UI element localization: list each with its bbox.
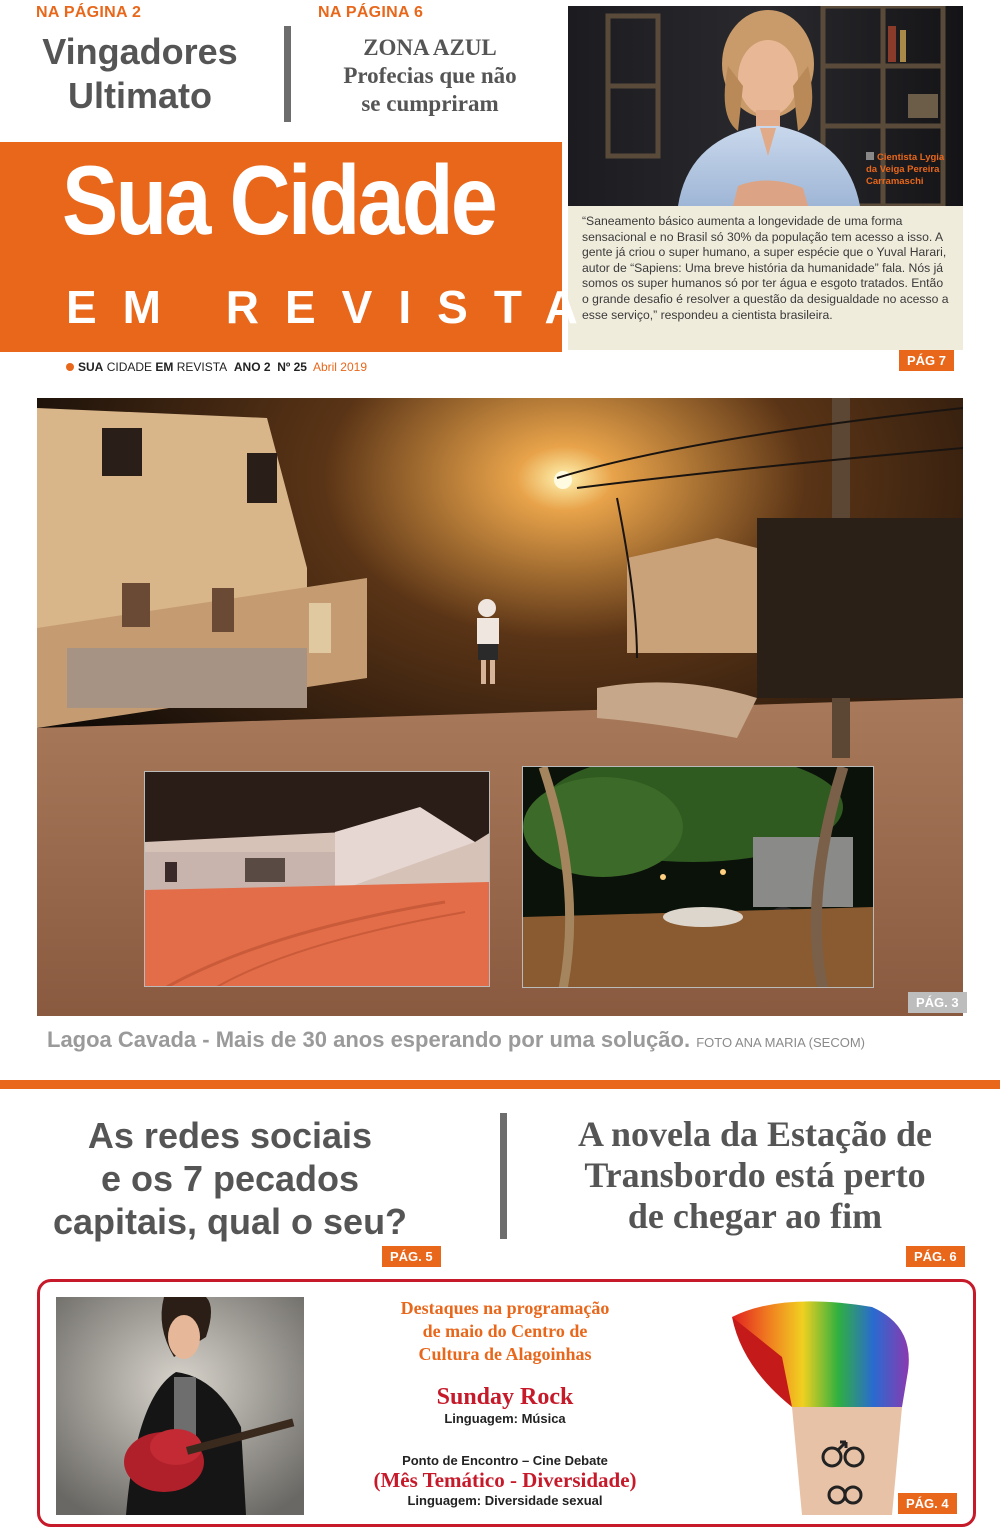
event1-language: Linguagem: Música xyxy=(444,1411,566,1426)
rainbow-fist-image xyxy=(702,1297,962,1515)
story-left-line2: e os 7 pecados xyxy=(100,1158,360,1199)
masthead-subtitle: EM REVISTA xyxy=(66,281,604,333)
inset-houses-image xyxy=(145,772,490,987)
event2-language: Linguagem: Diversidade sexual xyxy=(407,1493,603,1508)
portrait-caption xyxy=(866,152,962,188)
culture-heading xyxy=(320,1297,690,1366)
interview-quote: “Saneamento básico aumenta a longevidade de uma forma sensacional e no Brasil só 30% da população tem acesso a isso. A gente já criou o super humano, a super espécie que o Yuval Harari, autor de “Sapiens: Uma breve história da humanidade” fala. Nós já somos os super humanos só por ter água e esgoto tratados. Então o grande desafio é resolver a questão da desigualdade no acesso a esse serviço,” respondeu a cientista brasileira. xyxy=(568,206,963,350)
photo-caption xyxy=(47,1027,865,1053)
story-left-line3: capitais, qual o seu? xyxy=(52,1201,408,1242)
issue-year: ANO 2 xyxy=(233,360,271,374)
issue-brand-4: REVISTA xyxy=(176,360,228,374)
rock-guitarist-photo[interactable] xyxy=(56,1297,304,1515)
kicker-page-6: NA PÁGINA 6 xyxy=(318,4,424,21)
page-ref-6[interactable]: PÁG. 6 xyxy=(906,1246,965,1267)
issue-date: Abril 2019 xyxy=(312,360,368,374)
page-ref-5[interactable]: PÁG. 5 xyxy=(382,1246,441,1267)
issue-number: Nº 25 xyxy=(277,360,307,374)
photo-caption-text: Lagoa Cavada - Mais de 30 anos esperando por uma solução. xyxy=(47,1027,691,1052)
inset-trees-image xyxy=(523,767,874,988)
story-estacao-transbordo[interactable] xyxy=(540,1114,970,1237)
page-ref-4[interactable]: PÁG. 4 xyxy=(898,1493,957,1514)
culture-head-line3: Cultura de Alagoinhas xyxy=(418,1344,592,1364)
story-right-line1: A novela da Estação de xyxy=(577,1114,933,1154)
bullet-icon xyxy=(66,363,74,371)
event1-title: Sunday Rock xyxy=(436,1384,574,1410)
event-cine-debate[interactable] xyxy=(320,1453,690,1508)
teaser-vingadores[interactable] xyxy=(30,30,250,118)
culture-head-line1: Destaques na programação xyxy=(400,1298,610,1318)
story-right-line3: de chegar ao fim xyxy=(627,1196,883,1236)
teaser-divider xyxy=(284,26,291,122)
event-sunday-rock[interactable] xyxy=(320,1383,690,1426)
inset-photo-houses[interactable] xyxy=(144,771,490,987)
story-right-line2: Transbordo está perto xyxy=(584,1155,926,1195)
event2-title: (Mês Temático - Diversidade) xyxy=(373,1468,637,1492)
guitarist-image xyxy=(56,1297,304,1515)
caption-line2: da Veiga Pereira xyxy=(866,164,940,175)
issue-line xyxy=(66,360,367,374)
page-ref-7[interactable]: PÁG 7 xyxy=(899,350,954,371)
teaser-zona-azul-line1: ZONA AZUL xyxy=(363,35,497,60)
teaser-vingadores-line2: Ultimato xyxy=(68,75,212,116)
photo-credit: FOTO ANA MARIA (SECOM) xyxy=(696,1035,866,1050)
section-divider xyxy=(0,1080,1000,1089)
story-divider xyxy=(500,1113,507,1239)
issue-brand-1: SUA xyxy=(78,360,104,374)
event2-pre: Ponto de Encontro – Cine Debate xyxy=(402,1453,608,1468)
teaser-vingadores-line1: Vingadores xyxy=(42,31,238,72)
caption-square-icon xyxy=(866,152,874,160)
teaser-zona-azul[interactable] xyxy=(306,34,554,118)
teaser-zona-azul-line2: Profecias que não xyxy=(343,63,517,88)
issue-brand-2: CIDADE xyxy=(106,360,153,374)
masthead-title[interactable]: Sua Cidade xyxy=(62,145,496,255)
caption-line1: Cientista Lygia xyxy=(877,152,945,163)
story-redes-sociais[interactable] xyxy=(20,1114,440,1243)
story-left-line1: As redes sociais xyxy=(87,1115,373,1156)
diversity-fist-photo[interactable] xyxy=(702,1297,962,1515)
inset-photo-trees[interactable] xyxy=(522,766,874,988)
teaser-zona-azul-line3: se cumpriram xyxy=(361,91,499,116)
page-ref-3[interactable]: PÁG. 3 xyxy=(908,992,967,1013)
caption-line3: Carramaschi xyxy=(866,176,924,187)
culture-head-line2: de maio do Centro de xyxy=(422,1321,588,1341)
kicker-page-2: NA PÁGINA 2 xyxy=(36,4,142,21)
issue-brand-3: EM xyxy=(155,360,174,374)
